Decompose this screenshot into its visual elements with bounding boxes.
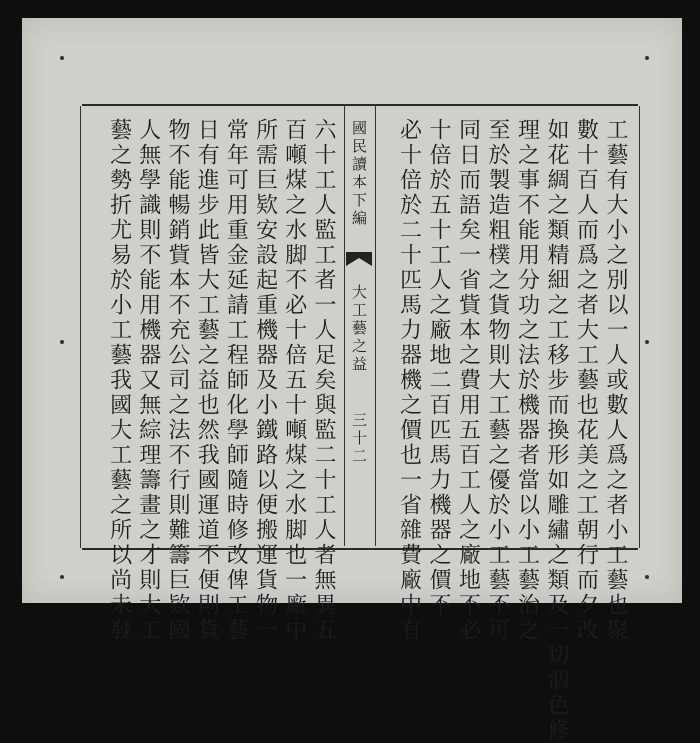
edge-dot: [60, 575, 64, 579]
text-column: 數十百人而爲之者大工藝也花美之工朝行而夕改: [573, 118, 599, 643]
text-column: 人無學識則不能用機器又無綜理籌畫之才則大工: [135, 118, 161, 643]
text-column: 如花綢之類精細之工移步而換形如雕繡之類及一切泅色修: [544, 118, 569, 743]
edge-dot: [60, 56, 64, 60]
edge-dot: [60, 340, 64, 344]
edge-dot: [645, 575, 649, 579]
fishtail-mark-icon: [344, 252, 374, 268]
book-title: 國民讀本下編: [350, 120, 368, 228]
edge-dot: [645, 340, 649, 344]
text-column: 十倍於五十工人之廠地二百匹馬力機器之價不: [426, 118, 451, 618]
text-column: 物不能暢銷貲本不充公司之法不行則難籌巨欵國: [165, 118, 190, 643]
text-column: 同日而語矣一省貲本之費用五百工人之廠地不必: [455, 118, 481, 643]
text-column: 常年可用重金延請工程師化學師隨時修改俾工藝: [223, 118, 249, 643]
frame-right-rule: [639, 106, 640, 548]
text-column: 百噸煤之水脚不必十倍五十噸煤之水脚也一廠中: [281, 118, 307, 643]
text-column: 至於製造粗樸之貨物則大工藝之優於小工藝不可: [485, 118, 510, 643]
text-column: 六十工人監工者一人足矣與監二十工人者無異五: [311, 118, 336, 643]
text-column: 日有進步此皆大工藝之益也然我國運道不便則貨: [194, 118, 220, 643]
text-column: 工藝有大小之別以一人或數人爲之者小工藝也聚: [603, 118, 628, 643]
page-number: 三十二: [350, 412, 368, 466]
text-column: 藝之勢折尤易於小工藝我國大工藝之所以尚未發: [106, 118, 132, 643]
frame-left-rule: [80, 106, 81, 548]
text-column: 所需巨欵安設起重機器及小鐵路以便搬運貨物一: [252, 118, 278, 643]
text-column: 必十倍於二十匹馬力器機之價也一省雜費廠中有: [396, 118, 422, 643]
edge-dot: [645, 56, 649, 60]
text-column: 理之事不能用分功之法於機器者當以小工藝治之: [514, 118, 540, 643]
section-title: 大工藝之益: [350, 284, 368, 374]
